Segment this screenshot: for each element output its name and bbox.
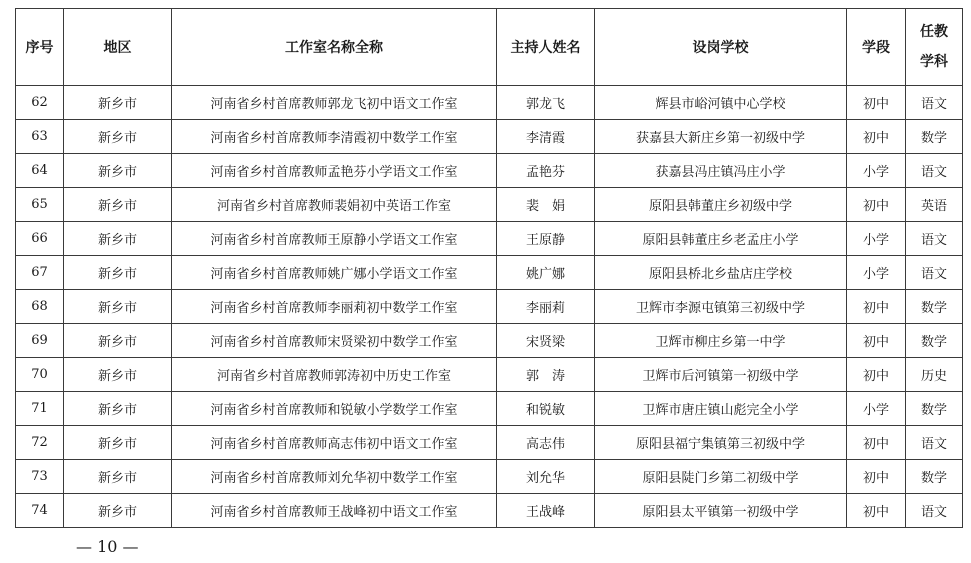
- studio-name-cell: 河南省乡村首席教师郭涛初中历史工作室: [172, 358, 497, 392]
- stage-cell: 初中: [847, 290, 906, 324]
- row-number: 66: [16, 222, 64, 256]
- stage-cell: 小学: [847, 154, 906, 188]
- region-cell: 新乡市: [64, 426, 172, 460]
- studio-name-cell: 河南省乡村首席教师刘允华初中数学工作室: [172, 460, 497, 494]
- studio-name-cell: 河南省乡村首席教师王战峰初中语文工作室: [172, 494, 497, 528]
- studio-name-cell: 河南省乡村首席教师姚广娜小学语文工作室: [172, 256, 497, 290]
- stage-cell: 初中: [847, 426, 906, 460]
- host-name-cell: 和锐敏: [497, 392, 595, 426]
- region-cell: 新乡市: [64, 460, 172, 494]
- host-name-cell: 高志伟: [497, 426, 595, 460]
- stage-cell: 小学: [847, 392, 906, 426]
- school-cell: 获嘉县大新庄乡第一初级中学: [595, 120, 847, 154]
- host-name-cell: 郭 涛: [497, 358, 595, 392]
- region-cell: 新乡市: [64, 392, 172, 426]
- header-subject-line1: 任教: [920, 24, 948, 40]
- region-cell: 新乡市: [64, 256, 172, 290]
- host-name-cell: 郭龙飞: [497, 86, 595, 120]
- stage-cell: 初中: [847, 86, 906, 120]
- school-cell: 原阳县桥北乡盐店庄学校: [595, 256, 847, 290]
- school-cell: 卫辉市李源屯镇第三初级中学: [595, 290, 847, 324]
- host-name-cell: 孟艳芬: [497, 154, 595, 188]
- stage-cell: 初中: [847, 460, 906, 494]
- row-number: 63: [16, 120, 64, 154]
- school-cell: 辉县市峪河镇中心学校: [595, 86, 847, 120]
- school-cell: 原阳县太平镇第一初级中学: [595, 494, 847, 528]
- stage-cell: 初中: [847, 324, 906, 358]
- host-name-cell: 王原静: [497, 222, 595, 256]
- region-cell: 新乡市: [64, 120, 172, 154]
- header-school: 设岗学校: [595, 9, 847, 86]
- row-number: 74: [16, 494, 64, 528]
- stage-cell: 初中: [847, 358, 906, 392]
- subject-cell: 数学: [906, 120, 963, 154]
- studio-name-cell: 河南省乡村首席教师和锐敏小学数学工作室: [172, 392, 497, 426]
- studio-name-cell: 河南省乡村首席教师王原静小学语文工作室: [172, 222, 497, 256]
- stage-cell: 初中: [847, 494, 906, 528]
- studio-name-cell: 河南省乡村首席教师李丽莉初中数学工作室: [172, 290, 497, 324]
- row-number: 73: [16, 460, 64, 494]
- school-cell: 卫辉市唐庄镇山彪完全小学: [595, 392, 847, 426]
- table-row: [16, 392, 963, 426]
- header-subject-line2: 学科: [920, 54, 948, 70]
- host-name-cell: 李清霞: [497, 120, 595, 154]
- table-row: [16, 86, 963, 120]
- studio-name-cell: 河南省乡村首席教师孟艳芬小学语文工作室: [172, 154, 497, 188]
- subject-cell: 英语: [906, 188, 963, 222]
- studio-name-cell: 河南省乡村首席教师宋贤梁初中数学工作室: [172, 324, 497, 358]
- table-row: [16, 222, 963, 256]
- school-cell: 原阳县韩董庄乡老孟庄小学: [595, 222, 847, 256]
- row-number: 67: [16, 256, 64, 290]
- stage-cell: 小学: [847, 256, 906, 290]
- row-number: 71: [16, 392, 64, 426]
- table-row: [16, 426, 963, 460]
- region-cell: 新乡市: [64, 222, 172, 256]
- header-no: 序号: [16, 9, 64, 86]
- host-name-cell: 王战峰: [497, 494, 595, 528]
- table-row: [16, 494, 963, 528]
- subject-cell: 数学: [906, 290, 963, 324]
- school-cell: 获嘉县冯庄镇冯庄小学: [595, 154, 847, 188]
- host-name-cell: 裴 娟: [497, 188, 595, 222]
- table-row: [16, 290, 963, 324]
- subject-cell: 语文: [906, 494, 963, 528]
- studio-name-cell: 河南省乡村首席教师李清霞初中数学工作室: [172, 120, 497, 154]
- school-cell: 原阳县福宁集镇第三初级中学: [595, 426, 847, 460]
- host-name-cell: 宋贤梁: [497, 324, 595, 358]
- region-cell: 新乡市: [64, 358, 172, 392]
- school-cell: 卫辉市柳庄乡第一中学: [595, 324, 847, 358]
- header-studio-name: 工作室名称全称: [172, 9, 497, 86]
- stage-cell: 小学: [847, 222, 906, 256]
- stage-cell: 初中: [847, 120, 906, 154]
- table-row: [16, 324, 963, 358]
- subject-cell: 数学: [906, 460, 963, 494]
- region-cell: 新乡市: [64, 324, 172, 358]
- school-cell: 原阳县韩董庄乡初级中学: [595, 188, 847, 222]
- header-host-name: 主持人姓名: [497, 9, 595, 86]
- table-row: [16, 256, 963, 290]
- studio-table: [15, 8, 963, 528]
- header-stage: 学段: [847, 9, 906, 86]
- subject-cell: 语文: [906, 256, 963, 290]
- table-row: [16, 460, 963, 494]
- row-number: 65: [16, 188, 64, 222]
- host-name-cell: 李丽莉: [497, 290, 595, 324]
- school-cell: 原阳县陡门乡第二初级中学: [595, 460, 847, 494]
- subject-cell: 语文: [906, 222, 963, 256]
- subject-cell: 语文: [906, 86, 963, 120]
- row-number: 68: [16, 290, 64, 324]
- row-number: 64: [16, 154, 64, 188]
- subject-cell: 历史: [906, 358, 963, 392]
- table-row: [16, 188, 963, 222]
- table-row: [16, 154, 963, 188]
- subject-cell: 语文: [906, 154, 963, 188]
- page-number: — 10 —: [76, 537, 139, 556]
- header-row: [16, 9, 963, 86]
- subject-cell: 语文: [906, 426, 963, 460]
- host-name-cell: 姚广娜: [497, 256, 595, 290]
- table-row: [16, 120, 963, 154]
- subject-cell: 数学: [906, 324, 963, 358]
- header-region: 地区: [64, 9, 172, 86]
- studio-name-cell: 河南省乡村首席教师高志伟初中语文工作室: [172, 426, 497, 460]
- row-number: 69: [16, 324, 64, 358]
- studio-name-cell: 河南省乡村首席教师郭龙飞初中语文工作室: [172, 86, 497, 120]
- row-number: 62: [16, 86, 64, 120]
- subject-cell: 数学: [906, 392, 963, 426]
- region-cell: 新乡市: [64, 154, 172, 188]
- region-cell: 新乡市: [64, 290, 172, 324]
- table-row: [16, 358, 963, 392]
- region-cell: 新乡市: [64, 86, 172, 120]
- region-cell: 新乡市: [64, 494, 172, 528]
- region-cell: 新乡市: [64, 188, 172, 222]
- stage-cell: 初中: [847, 188, 906, 222]
- school-cell: 卫辉市后河镇第一初级中学: [595, 358, 847, 392]
- studio-name-cell: 河南省乡村首席教师裴娟初中英语工作室: [172, 188, 497, 222]
- host-name-cell: 刘允华: [497, 460, 595, 494]
- header-subject: [906, 9, 963, 86]
- row-number: 72: [16, 426, 64, 460]
- row-number: 70: [16, 358, 64, 392]
